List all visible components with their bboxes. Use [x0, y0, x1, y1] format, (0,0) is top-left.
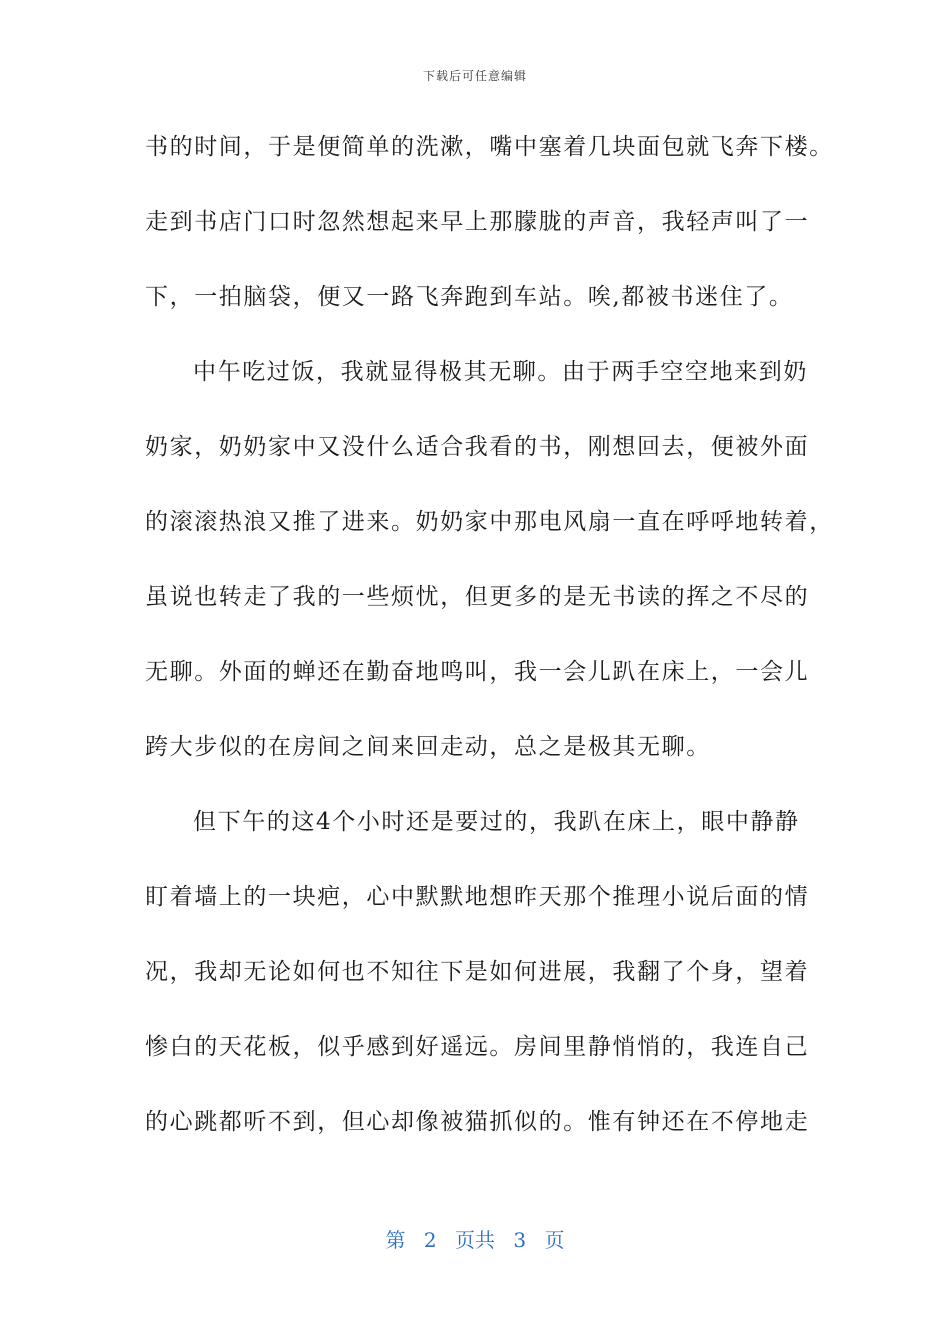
body-line: 的心跳都听不到，但心却像被猫抓似的。惟有钟还在不停地走: [145, 1109, 810, 1135]
body-line: 无聊。外面的蝉还在勤奋地鸣叫，我一会儿趴在床上，一会儿: [145, 659, 810, 685]
body-line: 盯着墙上的一块疤，心中默默地想昨天那个推理小说后面的情: [145, 884, 810, 910]
body-line: 跨大步似的在房间之间来回走动，总之是极其无聊。: [145, 734, 711, 760]
document-body: [145, 122, 834, 1172]
body-line: 的滚滚热浪又推了进来。奶奶家中那电风扇一直在呼呼地转着，: [145, 509, 834, 535]
footer-total-pages: 3: [513, 1228, 527, 1252]
page-header-note: 下载后可任意编辑: [422, 69, 527, 83]
body-line: 虽说也转走了我的一些烦忧，但更多的是无书读的挥之不尽的: [145, 584, 810, 610]
body-line: 走到书店门口时忽然想起来早上那朦胧的声音，我轻声叫了一: [145, 209, 810, 235]
body-line: 下，一拍脑袋，便又一路飞奔跑到车站。唉,都被书迷住了。: [145, 284, 794, 310]
body-line-paragraph-start: 但下午的这4个小时还是要过的，我趴在床上，眼中静静: [193, 809, 800, 835]
body-line: 惨白的天花板，似乎感到好遥远。房间里静悄悄的，我连自己: [145, 1034, 810, 1060]
body-line: 书的时间，于是便简单的洗漱，嘴中塞着几块面包就飞奔下楼。: [145, 134, 834, 160]
footer-suffix: 页: [544, 1228, 565, 1252]
footer-current-page: 2: [423, 1228, 437, 1252]
footer-mid: 页共: [455, 1228, 495, 1252]
body-line-paragraph-start: 中午吃过饭，我就显得极其无聊。由于两手空空地来到奶: [193, 359, 808, 385]
page-footer: [0, 1224, 950, 1253]
body-line: 奶家，奶奶家中又没什么适合我看的书，刚想回去，便被外面: [145, 434, 810, 460]
footer-prefix: 第: [385, 1228, 406, 1252]
body-line: 况，我却无论如何也不知往下是如何进展，我翻了个身，望着: [145, 959, 810, 985]
